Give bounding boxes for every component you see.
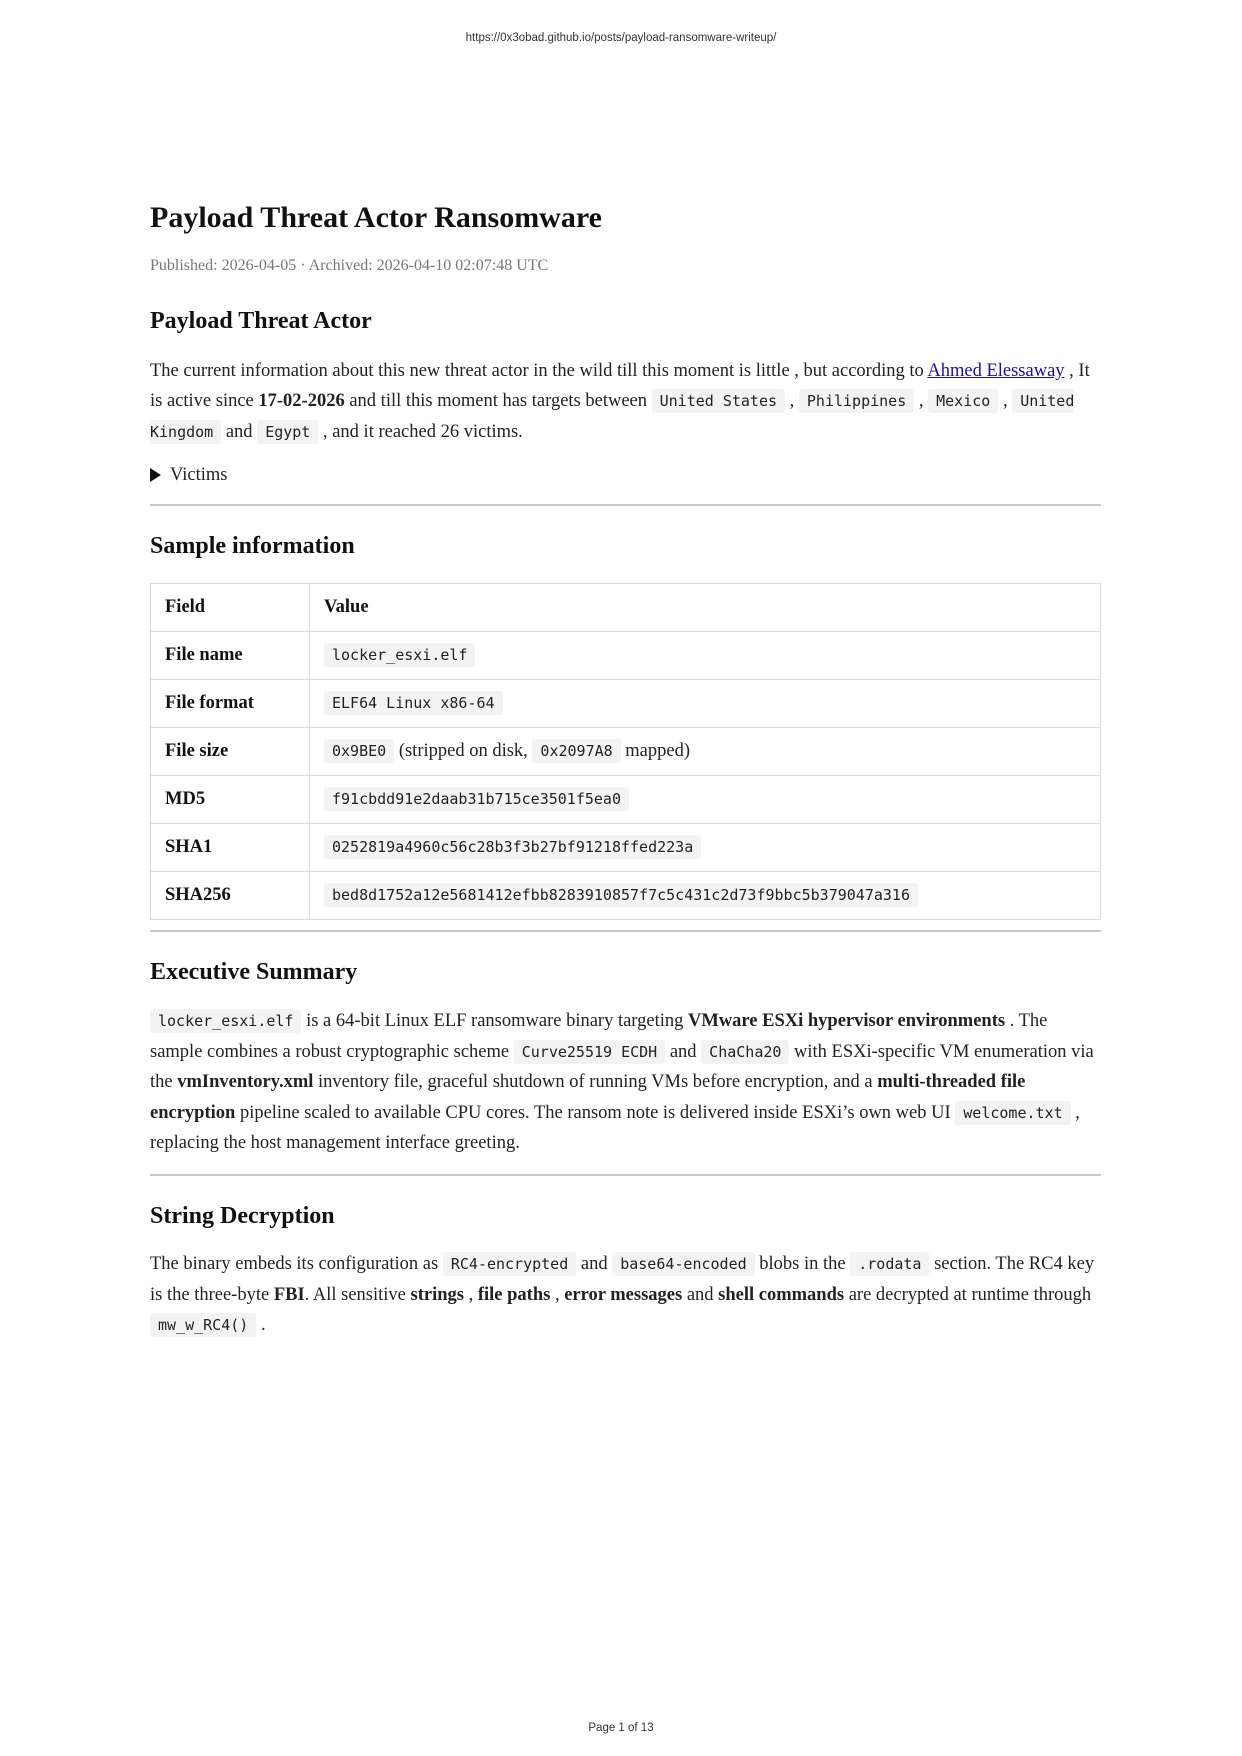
decryption-text: blobs in the <box>759 1254 846 1275</box>
inline-code: locker_esxi.elf <box>150 1009 301 1033</box>
row-field: File format <box>151 680 310 728</box>
row-value <box>310 680 1101 728</box>
decryption-paragraph <box>150 1249 1101 1341</box>
intro-paragraph <box>150 356 1101 448</box>
table-row <box>151 872 1101 920</box>
country-code: Philippines <box>799 389 914 413</box>
heading-payload-threat-actor: Payload Threat Actor <box>150 308 372 335</box>
inline-code: RC4-encrypted <box>443 1252 576 1276</box>
victims-toggle[interactable] <box>150 461 1101 489</box>
decryption-bold: file paths <box>477 1284 551 1305</box>
inline-code: ChaCha20 <box>701 1040 789 1064</box>
summary-text: inventory file, graceful shutdown of running VMs before encryption, and a <box>318 1072 873 1093</box>
country-code: Mexico <box>928 389 998 413</box>
summary-text: and <box>669 1041 697 1062</box>
decryption-bold: strings <box>410 1284 464 1305</box>
table-header-row <box>151 584 1101 632</box>
sample-info-table <box>150 583 1101 920</box>
separator: , <box>554 1284 560 1305</box>
decryption-text: and <box>580 1254 608 1275</box>
row-value <box>310 776 1101 824</box>
inline-code: base64-encoded <box>612 1252 754 1276</box>
publish-meta: Published: 2026-04-05 · Archived: 2026-04-10 02:07:48 UTC <box>150 257 549 274</box>
table-row <box>151 776 1101 824</box>
decryption-bold: error messages <box>564 1284 683 1305</box>
value-code: locker_esxi.elf <box>324 643 475 667</box>
summary-text: is a 64-bit Linux ELF ransomware binary targeting <box>306 1011 684 1032</box>
intro-text-3: and till this moment has targets between <box>349 391 647 412</box>
value-code: bed8d1752a12e5681412efbb8283910857f7c5c431c2d73f9bbc5b379047a316 <box>324 883 918 907</box>
row-value <box>310 632 1101 680</box>
separator: , <box>468 1284 474 1305</box>
table-row <box>151 728 1101 776</box>
decryption-text: are decrypted at runtime through <box>848 1284 1092 1305</box>
divider <box>150 930 1101 932</box>
page-title: Payload Threat Actor Ransomware <box>150 201 602 234</box>
page-number: Page 1 of 13 <box>588 1722 654 1734</box>
header-field: Field <box>151 584 310 632</box>
value-code: 0x2097A8 <box>532 739 620 763</box>
active-date: 17-02-2026 <box>258 391 345 412</box>
value-text: mapped) <box>625 741 691 762</box>
intro-text-4: , and it reached 26 victims. <box>322 421 523 442</box>
heading-sample-information: Sample information <box>150 533 355 560</box>
decryption-bold: shell commands <box>718 1284 845 1305</box>
header-value: Value <box>310 584 1101 632</box>
row-field: SHA1 <box>151 824 310 872</box>
summary-text: with ESXi-specific VM enumeration via the <box>150 1041 1094 1093</box>
value-code: f91cbdd91e2daab31b715ce3501f5ea0 <box>324 787 629 811</box>
decryption-text: and <box>686 1284 714 1305</box>
divider <box>150 504 1101 506</box>
row-field: SHA256 <box>151 872 310 920</box>
separator: , <box>789 391 795 412</box>
summary-paragraph <box>150 1006 1101 1159</box>
disclosure-triangle-icon <box>150 468 161 482</box>
conjunction: and <box>225 421 253 442</box>
decryption-text: The binary embeds its configuration as <box>150 1254 439 1275</box>
summary-bold: vmInventory.xml <box>177 1072 314 1093</box>
decryption-text: . All sensitive <box>304 1284 406 1305</box>
summary-text: pipeline scaled to available CPU cores. The ransom note is delivered inside ESXi’s own web UI <box>239 1102 951 1123</box>
separator: , <box>918 391 924 412</box>
summary-bold: VMware ESXi hypervisor environments <box>688 1011 1006 1032</box>
inline-code: mw_w_RC4() <box>150 1313 256 1337</box>
divider <box>150 1174 1101 1176</box>
table-row <box>151 680 1101 728</box>
decryption-bold: FBI <box>273 1284 305 1305</box>
inline-code: .rodata <box>850 1252 929 1276</box>
intro-text-1: The current information about this new threat actor in the wild till this moment is little , but according to <box>150 360 924 381</box>
article <box>150 200 1101 1341</box>
value-code: ELF64 Linux x86-64 <box>324 691 503 715</box>
page-url: https://0x3obad.github.io/posts/payload-ransomware-writeup/ <box>465 32 777 44</box>
country-code: United States <box>652 389 785 413</box>
value-text: (stripped on disk, <box>398 741 528 762</box>
decryption-text: . <box>260 1315 266 1336</box>
author-link[interactable]: Ahmed Elessaway <box>927 360 1065 381</box>
summary-text: . The sample combines a robust cryptographic scheme <box>150 1011 1048 1062</box>
heading-string-decryption: String Decryption <box>150 1202 335 1229</box>
row-value <box>310 872 1101 920</box>
row-value <box>310 824 1101 872</box>
heading-executive-summary: Executive Summary <box>150 959 358 986</box>
victims-label: Victims <box>170 464 228 485</box>
intro-text-2: , It is active since <box>150 360 1090 412</box>
row-field: File size <box>151 728 310 776</box>
row-value <box>310 728 1101 776</box>
summary-text: , replacing the host management interface greeting. <box>150 1102 1080 1154</box>
row-field: MD5 <box>151 776 310 824</box>
table-row <box>151 824 1101 872</box>
summary-bold: multi-threaded file encryption <box>150 1072 1026 1123</box>
table-row <box>151 632 1101 680</box>
decryption-text: section. The RC4 key is the three-byte <box>150 1254 1095 1305</box>
inline-code: welcome.txt <box>955 1101 1070 1125</box>
row-field: File name <box>151 632 310 680</box>
separator: , <box>1002 391 1008 412</box>
country-code: Egypt <box>257 420 318 444</box>
value-code: 0252819a4960c56c28b3f3b27bf91218ffed223a <box>324 835 701 859</box>
inline-code: Curve25519 ECDH <box>514 1040 665 1064</box>
value-code: 0x9BE0 <box>324 739 394 763</box>
country-code: United Kingdom <box>150 389 1074 444</box>
